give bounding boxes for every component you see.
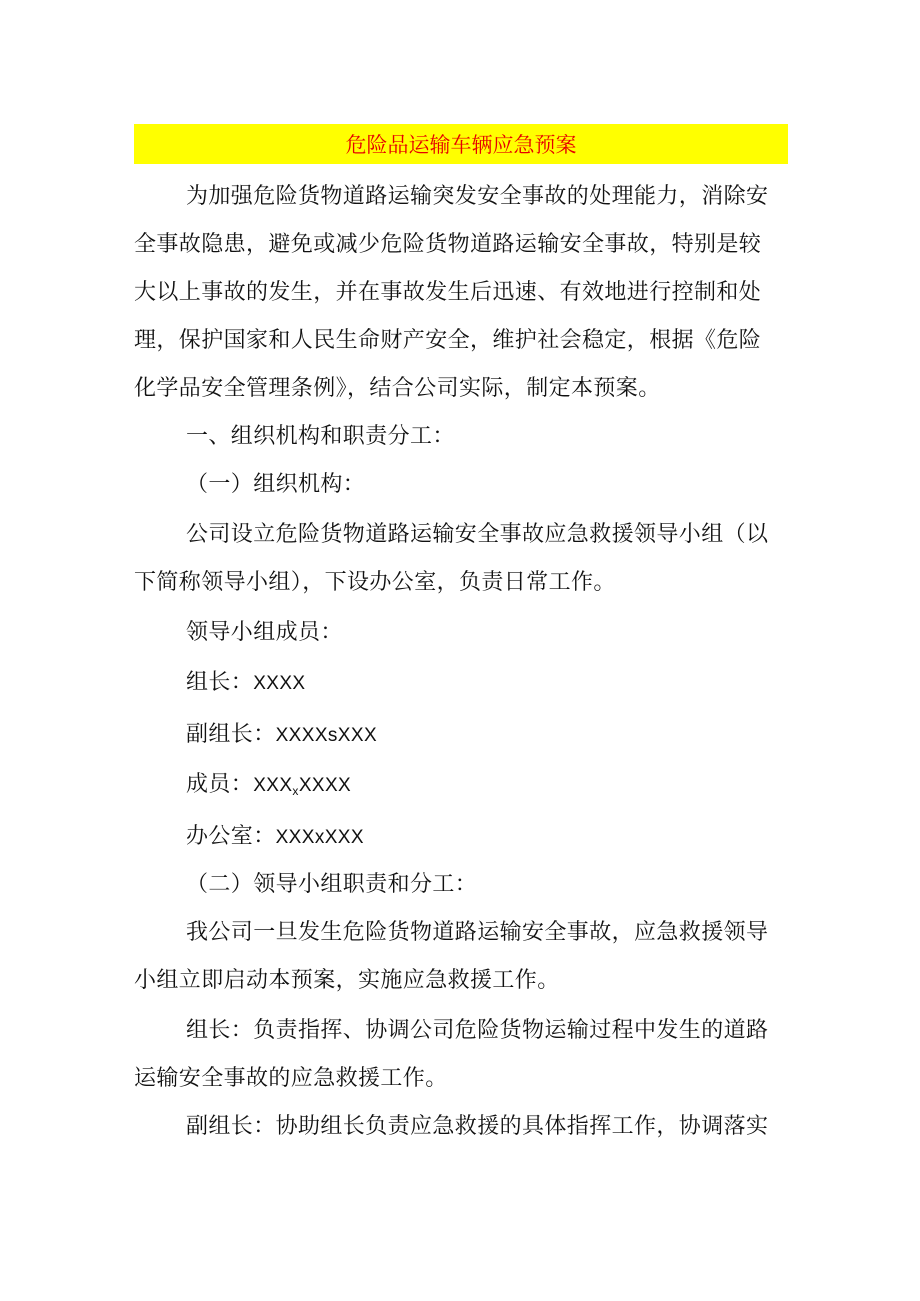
document-title: 危险品运输车辆应急预案 [345, 133, 577, 157]
sub2-para-line-2: 小组立即启动本预案，实施应急救援工作。 [134, 968, 560, 993]
duty-deputy-line-1: 副组长：协助组长负责应急救援的具体指挥工作，协调落实 [186, 1114, 769, 1139]
member-value-separator: x [292, 784, 299, 798]
intro-line-2: 全事故隐患，避免或减少危险货物道路运输安全事故，特别是较 [134, 232, 762, 257]
subsection-2-heading: （二）领导小组职责和分工： [186, 872, 478, 897]
office-label: 办公室： [186, 824, 276, 849]
leader-value: XXXX [253, 673, 306, 694]
duty-leader-line-1: 组长：负责指挥、协调公司危险货物运输过程中发生的道路 [186, 1018, 769, 1043]
subsection-1-heading: （一）组织机构： [186, 472, 366, 497]
sub1-para-line-2: 下简称领导小组），下设办公室，负责日常工作。 [134, 570, 616, 595]
leader-label: 组长： [186, 670, 254, 695]
sub2-para-line-1: 我公司一旦发生危险货物道路运输安全事故，应急救援领导 [186, 920, 769, 945]
leader-row [186, 668, 306, 699]
member-value-a: XXX [253, 775, 293, 796]
deputy-value: XXXXsXXX [275, 725, 378, 746]
section-1-heading: 一、组织机构和职责分工： [186, 424, 455, 449]
deputy-label: 副组长： [186, 722, 276, 747]
members-heading: 领导小组成员： [186, 620, 343, 645]
sub1-para-line-1: 公司设立危险货物道路运输安全事故应急救援领导小组（以 [186, 522, 769, 547]
duty-leader-line-2: 运输安全事故的应急救援工作。 [134, 1066, 448, 1091]
intro-line-3: 大以上事故的发生，并在事故发生后迅速、有效地进行控制和处 [134, 280, 762, 305]
intro-line-5: 化学品安全管理条例》，结合公司实际，制定本预案。 [134, 376, 661, 401]
office-value: XXXxXXX [275, 827, 364, 848]
title-banner [134, 124, 788, 164]
deputy-row [186, 720, 377, 751]
intro-line-1: 为加强危险货物道路运输突发安全事故的处理能力，消除安 [186, 184, 769, 209]
office-row [186, 822, 364, 853]
member-label: 成员： [186, 772, 254, 797]
intro-line-4: 理，保护国家和人民生命财产安全，维护社会稳定，根据《危险 [134, 328, 762, 353]
member-row [186, 770, 351, 806]
member-value-b: XXXX [298, 775, 352, 796]
